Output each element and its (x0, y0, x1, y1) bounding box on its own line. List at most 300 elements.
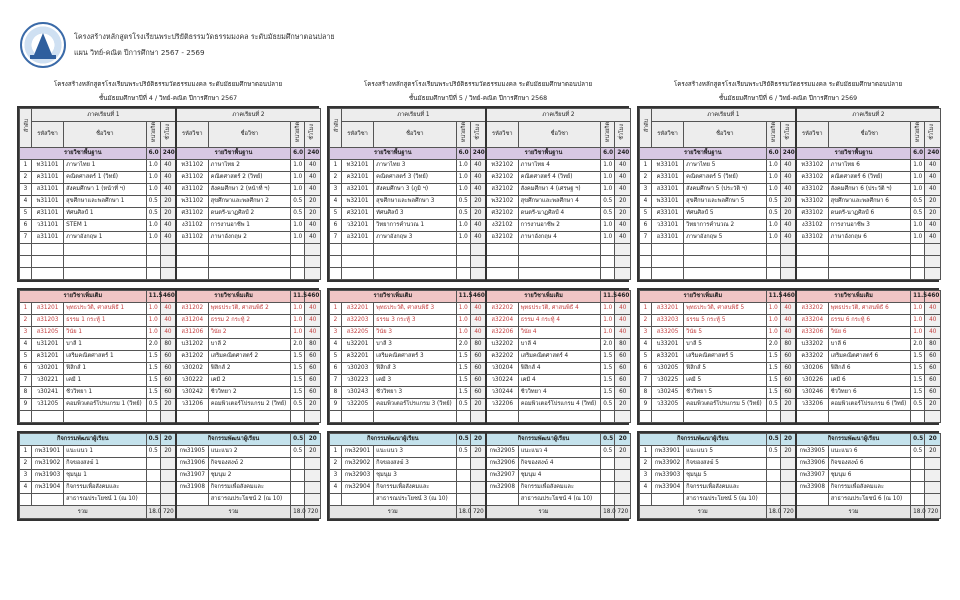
code-header: รหัสวิชา (651, 122, 683, 148)
row-index: 2 (20, 172, 32, 184)
course-hours: 60 (925, 351, 941, 363)
course-code: ค33202 (796, 351, 828, 363)
course-name: ภาษาอังกฤษ 4 (518, 232, 600, 244)
table-row (20, 208, 321, 220)
row-index: 6 (640, 220, 652, 232)
course-name: ธรรม 6 กระทู้ 6 (828, 315, 910, 327)
course-code: กพ32905 (486, 446, 518, 458)
course-credits: 1.0 (291, 160, 305, 172)
course-hours (780, 482, 796, 494)
course-code: อ33102 (796, 232, 828, 244)
course-hours: 60 (470, 363, 486, 375)
course-code (31, 494, 63, 506)
course-credits: 1.0 (456, 160, 470, 172)
course-code: ส31204 (176, 315, 208, 327)
row-index: 3 (640, 327, 652, 339)
elective-section-band (20, 291, 321, 303)
course-credits: 0.5 (456, 399, 470, 411)
course-hours (470, 470, 486, 482)
section-label: กิจกรรมพัฒนาผู้เรียน (176, 434, 291, 446)
course-credits: 1.0 (291, 315, 305, 327)
course-credits: 1.0 (601, 172, 615, 184)
section-hours: 460 (925, 291, 941, 303)
row-index (330, 494, 342, 506)
section-label: กิจกรรมพัฒนาผู้เรียน (796, 434, 911, 446)
table-row (330, 315, 631, 327)
course-hours: 20 (305, 446, 321, 458)
course-credits: 2.0 (456, 339, 470, 351)
course-hours: 40 (160, 160, 176, 172)
section-label: กิจกรรมพัฒนาผู้เรียน (330, 434, 457, 446)
row-index: 5 (20, 208, 32, 220)
course-credits: 1.0 (291, 172, 305, 184)
course-code: กพ33903 (651, 470, 683, 482)
course-code: ศ31102 (176, 208, 208, 220)
course-code: ว30221 (31, 375, 63, 387)
course-hours: 40 (780, 315, 796, 327)
course-credits (766, 494, 780, 506)
course-name: สุขศึกษาและพลศึกษา 2 (208, 196, 290, 208)
row-index: 7 (20, 232, 32, 244)
course-credits: 0.5 (456, 446, 470, 458)
section-hours: 240 (160, 148, 176, 160)
hours-header: ชั่วโมง (470, 122, 486, 148)
course-credits: 1.5 (456, 387, 470, 399)
table-row (640, 339, 941, 351)
row-index: 5 (330, 208, 342, 220)
course-hours: 40 (305, 232, 321, 244)
activity-section-band (640, 434, 941, 446)
course-name: ฟิสิกส์ 5 (684, 363, 766, 375)
credits-header: หน่วยกิต (911, 122, 925, 148)
course-code: ส32205 (341, 327, 373, 339)
course-name: ภาษาไทย 6 (828, 160, 910, 172)
section-hours: 20 (160, 434, 176, 446)
course-code: ส31205 (31, 327, 63, 339)
course-hours (160, 458, 176, 470)
section-hours: 460 (305, 291, 321, 303)
course-name: ธรรม 2 กระทู้ 2 (208, 315, 290, 327)
table-row (20, 363, 321, 375)
order-header: ลำดับ (640, 109, 652, 148)
course-name: ชุมนุม 3 (374, 470, 456, 482)
course-name: สุขศึกษาและพลศึกษา 4 (518, 196, 600, 208)
row-index: 4 (640, 339, 652, 351)
grade-panel (327, 78, 629, 521)
course-name: ชีววิทยา 1 (64, 387, 146, 399)
section-credits: 6.0 (911, 148, 925, 160)
course-credits (146, 494, 160, 506)
row-index (20, 494, 32, 506)
course-code: กพ32903 (341, 470, 373, 482)
course-credits: 1.5 (601, 351, 615, 363)
course-hours: 60 (470, 387, 486, 399)
course-code: ส33201 (651, 303, 683, 315)
course-hours (615, 482, 631, 494)
table-row (330, 446, 631, 458)
row-index: 6 (20, 363, 32, 375)
section-credits: 0.5 (456, 434, 470, 446)
course-credits: 1.0 (911, 315, 925, 327)
course-hours: 40 (160, 303, 176, 315)
section-credits: 6.0 (456, 148, 470, 160)
course-name: กิจของสงฆ์ 5 (684, 458, 766, 470)
course-credits (911, 458, 925, 470)
course-code: อ32102 (486, 232, 518, 244)
name-header: ชื่อวิชา (64, 122, 146, 148)
course-code: ว30203 (341, 363, 373, 375)
row-index: 7 (640, 375, 652, 387)
course-credits: 1.0 (766, 184, 780, 196)
total-label: รวม (640, 506, 767, 519)
total-credits: 18.0 (291, 506, 305, 519)
course-code: ว30206 (796, 363, 828, 375)
row-index: 4 (330, 482, 342, 494)
course-code: ง32102 (486, 220, 518, 232)
course-code: พ32101 (341, 196, 373, 208)
course-credits: 1.0 (911, 160, 925, 172)
course-name: สาธารณประโยชน์ 3 (ณ 10) (374, 494, 456, 506)
course-credits: 0.5 (601, 196, 615, 208)
course-hours (925, 494, 941, 506)
section-credits: 0.5 (601, 434, 615, 446)
empty-row (640, 244, 941, 256)
section-credits: 11.5 (456, 291, 470, 303)
elective-courses-table (327, 288, 629, 425)
course-credits: 1.5 (291, 351, 305, 363)
course-name: สังคมศึกษา 2 (หน้าที่ ฯ) (208, 184, 290, 196)
course-hours (615, 458, 631, 470)
course-code: ส33205 (651, 327, 683, 339)
course-credits: 0.5 (601, 399, 615, 411)
course-name: กิจกรรมเพื่อสังคมและ (684, 482, 766, 494)
course-name: สังคมศึกษา 5 (ประวัติ ฯ) (684, 184, 766, 196)
row-index: 7 (330, 375, 342, 387)
name-header: ชื่อวิชา (208, 122, 290, 148)
course-hours: 60 (780, 363, 796, 375)
order-header: ลำดับ (330, 109, 342, 148)
course-name: กิจกรรมเพื่อสังคมและ (208, 482, 290, 494)
course-hours: 40 (780, 172, 796, 184)
course-name: แนะแนว 1 (64, 446, 146, 458)
course-hours: 40 (615, 160, 631, 172)
course-hours: 80 (615, 339, 631, 351)
course-hours (305, 470, 321, 482)
course-code: ส31201 (31, 303, 63, 315)
course-code: ค32202 (486, 351, 518, 363)
course-credits: 1.0 (456, 220, 470, 232)
course-name: ทัศนศิลป์ 3 (374, 208, 456, 220)
school-emblem-icon (20, 22, 66, 68)
table-row (640, 482, 941, 494)
course-credits: 1.0 (291, 220, 305, 232)
course-credits: 2.0 (911, 339, 925, 351)
row-index: 1 (330, 160, 342, 172)
course-code: บ33202 (796, 339, 828, 351)
course-name: สาธารณประโยชน์ 6 (ณ 10) (828, 494, 910, 506)
course-code: ว33206 (796, 399, 828, 411)
row-index: 7 (330, 232, 342, 244)
section-credits: 0.5 (911, 434, 925, 446)
course-hours: 40 (470, 303, 486, 315)
total-hours: 720 (160, 506, 176, 519)
course-name: วิทยาการคำนวณ 1 (374, 220, 456, 232)
table-row (20, 184, 321, 196)
course-code: กพ33902 (651, 458, 683, 470)
course-credits: 1.0 (291, 232, 305, 244)
course-name: เสริมคณิตศาสตร์ 6 (828, 351, 910, 363)
course-name: แนะแนว 4 (518, 446, 600, 458)
grade-panel (17, 78, 319, 521)
course-code: พ33101 (651, 196, 683, 208)
course-hours: 20 (780, 399, 796, 411)
row-index: 7 (640, 232, 652, 244)
row-index: 2 (330, 172, 342, 184)
course-name: กิจกรรมเพื่อสังคมและ (64, 482, 146, 494)
grade-panel (637, 78, 939, 521)
activity-section-band (330, 434, 631, 446)
course-hours: 80 (160, 339, 176, 351)
row-index: 4 (640, 482, 652, 494)
course-code: ว31101 (31, 220, 63, 232)
course-code: ศ33101 (651, 208, 683, 220)
course-name: วินัย 6 (828, 327, 910, 339)
basic-courses-table (637, 106, 939, 282)
course-hours: 40 (615, 315, 631, 327)
course-name: ดนตรี-นาฏศิลป์ 2 (208, 208, 290, 220)
course-hours: 40 (780, 220, 796, 232)
course-credits: 1.0 (911, 327, 925, 339)
course-name: สุขศึกษาและพลศึกษา 5 (684, 196, 766, 208)
basic-section-band (640, 148, 941, 160)
section-credits: 11.5 (911, 291, 925, 303)
course-credits: 1.5 (456, 363, 470, 375)
course-code: ส33101 (651, 184, 683, 196)
course-hours: 20 (615, 196, 631, 208)
course-code: ส31206 (176, 327, 208, 339)
course-credits: 1.5 (601, 387, 615, 399)
course-credits: 0.5 (601, 446, 615, 458)
course-hours: 40 (160, 232, 176, 244)
table-row (330, 184, 631, 196)
course-credits (601, 494, 615, 506)
course-name: บาลี 6 (828, 339, 910, 351)
course-hours (470, 458, 486, 470)
course-credits (146, 482, 160, 494)
table-row (20, 172, 321, 184)
course-credits: 0.5 (291, 196, 305, 208)
course-hours: 40 (160, 327, 176, 339)
course-name: บาลี 1 (64, 339, 146, 351)
table-row (330, 160, 631, 172)
basic-section-band (20, 148, 321, 160)
course-credits: 1.0 (766, 160, 780, 172)
total-hours: 720 (780, 506, 796, 519)
course-hours: 60 (160, 351, 176, 363)
table-row (640, 232, 941, 244)
course-code: กพ32902 (341, 458, 373, 470)
course-code: ส32204 (486, 315, 518, 327)
course-code (176, 494, 208, 506)
course-name: ชีววิทยา 5 (684, 387, 766, 399)
course-code: ส33102 (796, 184, 828, 196)
course-code: ว30244 (486, 387, 518, 399)
row-index: 1 (20, 303, 32, 315)
table-row (20, 399, 321, 411)
course-credits: 0.5 (911, 208, 925, 220)
section-credits: 6.0 (601, 148, 615, 160)
course-code: กพ32904 (341, 482, 373, 494)
course-code: กพ31907 (176, 470, 208, 482)
course-hours: 20 (470, 208, 486, 220)
course-code: อ33101 (651, 232, 683, 244)
code-header: รหัสวิชา (796, 122, 828, 148)
total-row (20, 506, 321, 519)
course-code: กพ31901 (31, 446, 63, 458)
course-code: ท33102 (796, 160, 828, 172)
course-name: เสริมคณิตศาสตร์ 1 (64, 351, 146, 363)
row-index: 1 (640, 160, 652, 172)
course-hours: 40 (470, 172, 486, 184)
section-label: กิจกรรมพัฒนาผู้เรียน (20, 434, 147, 446)
course-code: ค33102 (796, 172, 828, 184)
order-header: ลำดับ (20, 109, 32, 148)
course-name: คณิตศาสตร์ 5 (วิทย์) (684, 172, 766, 184)
course-hours: 80 (470, 339, 486, 351)
course-credits: 1.0 (601, 184, 615, 196)
document-subtitle: แผน วิทย์-คณิต ปีการศึกษา 2567 - 2569 (74, 48, 205, 57)
course-credits: 1.5 (291, 387, 305, 399)
course-name: ชุมนุม 1 (64, 470, 146, 482)
course-credits: 1.0 (601, 232, 615, 244)
course-code: ศ33102 (796, 208, 828, 220)
elective-section-band (640, 291, 941, 303)
course-hours: 60 (615, 363, 631, 375)
semester-2-header: ภาคเรียนที่ 2 (796, 109, 941, 122)
total-hours: 720 (305, 506, 321, 519)
course-code: ส33206 (796, 327, 828, 339)
table-row (20, 160, 321, 172)
course-hours: 20 (470, 446, 486, 458)
course-hours (160, 470, 176, 482)
course-credits: 1.0 (146, 220, 160, 232)
section-label: รายวิชาเพิ่มเติม (176, 291, 291, 303)
course-credits (291, 470, 305, 482)
table-row (330, 458, 631, 470)
document-title: โครงสร้างหลักสูตรโรงเรียนพระปริยัติธรรมวัดธรรมมงคล ระดับมัธยมศึกษาตอนปลาย (74, 32, 335, 41)
course-name: บาลี 2 (208, 339, 290, 351)
table-row (330, 399, 631, 411)
course-name: คณิตศาสตร์ 4 (วิทย์) (518, 172, 600, 184)
course-hours: 20 (470, 196, 486, 208)
row-index: 4 (20, 196, 32, 208)
course-code (796, 494, 828, 506)
section-label: กิจกรรมพัฒนาผู้เรียน (486, 434, 601, 446)
row-index: 3 (20, 184, 32, 196)
course-credits: 1.0 (601, 160, 615, 172)
table-row (640, 375, 941, 387)
course-name: กิจของสงฆ์ 4 (518, 458, 600, 470)
course-code: พ31101 (31, 196, 63, 208)
course-name: พุทธประวัติ, ศาสนพิธี 5 (684, 303, 766, 315)
course-name: ภาษาอังกฤษ 6 (828, 232, 910, 244)
course-hours (925, 482, 941, 494)
course-hours: 20 (305, 399, 321, 411)
course-hours: 60 (615, 387, 631, 399)
row-index: 5 (20, 351, 32, 363)
course-hours: 40 (615, 327, 631, 339)
course-name: ทัศนศิลป์ 1 (64, 208, 146, 220)
course-hours: 60 (160, 375, 176, 387)
course-name: กิจกรรมเพื่อสังคมและ (374, 482, 456, 494)
course-code: ว32101 (341, 220, 373, 232)
course-hours: 40 (305, 220, 321, 232)
section-label: รายวิชาเพิ่มเติม (796, 291, 911, 303)
course-name: วินัย 4 (518, 327, 600, 339)
course-credits: 2.0 (146, 339, 160, 351)
course-credits (911, 494, 925, 506)
course-credits (911, 470, 925, 482)
course-name: ชุมนุม 2 (208, 470, 290, 482)
course-code: ส33202 (796, 303, 828, 315)
section-label: รายวิชาพื้นฐาน (20, 148, 147, 160)
course-hours: 40 (615, 172, 631, 184)
course-credits: 0.5 (146, 446, 160, 458)
table-row (20, 339, 321, 351)
table-row (640, 184, 941, 196)
section-credits: 11.5 (291, 291, 305, 303)
course-name: คอมพิวเตอร์โปรแกรม 3 (วิทย์) (374, 399, 456, 411)
code-header: รหัสวิชา (341, 122, 373, 148)
semester-1-header: ภาคเรียนที่ 1 (341, 109, 486, 122)
course-credits: 1.0 (766, 315, 780, 327)
course-name: เคมี 2 (208, 375, 290, 387)
course-credits (601, 470, 615, 482)
total-hours: 720 (470, 506, 486, 519)
course-credits: 0.5 (146, 196, 160, 208)
course-code: ง31102 (176, 220, 208, 232)
course-hours: 60 (780, 375, 796, 387)
row-index: 6 (20, 220, 32, 232)
row-index: 4 (330, 196, 342, 208)
course-credits (456, 482, 470, 494)
section-label: รายวิชาเพิ่มเติม (330, 291, 457, 303)
course-credits: 1.5 (766, 387, 780, 399)
section-hours: 240 (780, 148, 796, 160)
name-header: ชื่อวิชา (518, 122, 600, 148)
total-label: รวม (20, 506, 147, 519)
course-name: สังคมศึกษา 3 (ภูมิ ฯ) (374, 184, 456, 196)
course-hours (780, 458, 796, 470)
course-credits: 0.5 (766, 399, 780, 411)
semester-1-header: ภาคเรียนที่ 1 (651, 109, 796, 122)
course-code (651, 494, 683, 506)
code-header: รหัสวิชา (176, 122, 208, 148)
course-credits (146, 470, 160, 482)
course-code: ว30241 (31, 387, 63, 399)
table-row (640, 208, 941, 220)
course-code: พ32102 (486, 196, 518, 208)
course-name: ชุมนุม 5 (684, 470, 766, 482)
course-code: ว30224 (486, 375, 518, 387)
semester-2-header: ภาคเรียนที่ 2 (176, 109, 321, 122)
total-row (640, 506, 941, 519)
course-hours: 40 (470, 327, 486, 339)
course-code: อ32101 (341, 232, 373, 244)
course-credits: 1.5 (911, 363, 925, 375)
hours-header: ชั่วโมง (305, 122, 321, 148)
course-credits (291, 482, 305, 494)
